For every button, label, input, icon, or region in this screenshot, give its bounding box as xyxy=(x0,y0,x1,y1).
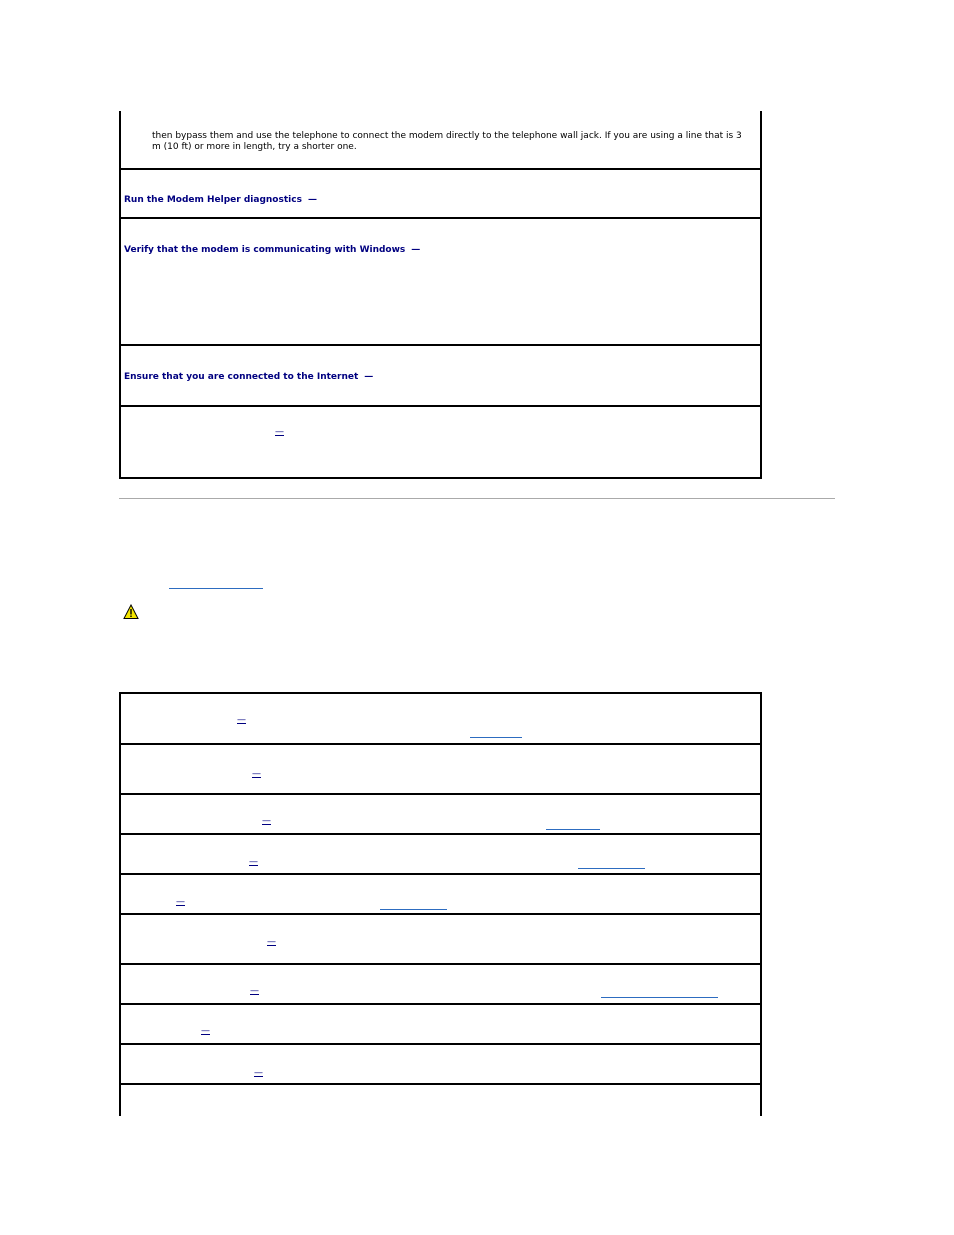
step-dash-link[interactable]: — xyxy=(250,986,259,996)
step-dash-link[interactable]: — xyxy=(252,769,261,779)
section-hyperlink[interactable] xyxy=(169,582,263,589)
table-row xyxy=(121,694,760,745)
table-row xyxy=(121,111,760,170)
row-dash-link[interactable]: — xyxy=(275,427,284,437)
section-divider xyxy=(119,498,835,499)
warning-triangle-icon xyxy=(123,604,139,620)
step-dash-link[interactable]: — xyxy=(262,816,271,826)
step-dash-link[interactable]: — xyxy=(267,937,276,947)
table-row xyxy=(121,913,760,965)
table-row xyxy=(121,833,760,875)
step-hyperlink[interactable] xyxy=(601,994,718,998)
modem-helper-link[interactable]: Run the Modem Helper diagnostics — xyxy=(124,195,317,205)
table-row xyxy=(121,743,760,795)
modem-troubleshooting-table xyxy=(119,111,762,479)
internet-connection-link[interactable]: Ensure that you are connected to the Internet — xyxy=(124,372,374,382)
table-row xyxy=(121,1043,760,1085)
table-row xyxy=(121,1083,760,1116)
table-row xyxy=(121,793,760,835)
continuation-text: then bypass them and use the telephone to connect the modem directly to the telephone wall jack. If you are using a line that is 3 m (10 ft) or more in length, try a shorter one. xyxy=(152,131,742,152)
step-hyperlink[interactable] xyxy=(470,734,522,738)
step-dash-link[interactable]: — xyxy=(176,897,185,907)
table-row xyxy=(121,217,760,346)
table-row xyxy=(121,168,760,219)
table-row xyxy=(121,873,760,915)
table-row xyxy=(121,1003,760,1045)
step-dash-link[interactable]: — xyxy=(201,1026,210,1036)
step-dash-link[interactable]: — xyxy=(237,715,246,725)
step-hyperlink[interactable] xyxy=(546,826,600,830)
step-dash-link[interactable]: — xyxy=(254,1068,263,1078)
table-row xyxy=(121,405,760,477)
step-hyperlink[interactable] xyxy=(380,906,447,910)
table-row xyxy=(121,963,760,1005)
step-hyperlink[interactable] xyxy=(578,865,645,869)
table-row xyxy=(121,344,760,407)
troubleshooting-steps-table xyxy=(119,692,762,1116)
verify-modem-link[interactable]: Verify that the modem is communicating with Windows — xyxy=(124,245,421,255)
step-dash-link[interactable]: — xyxy=(249,857,258,867)
